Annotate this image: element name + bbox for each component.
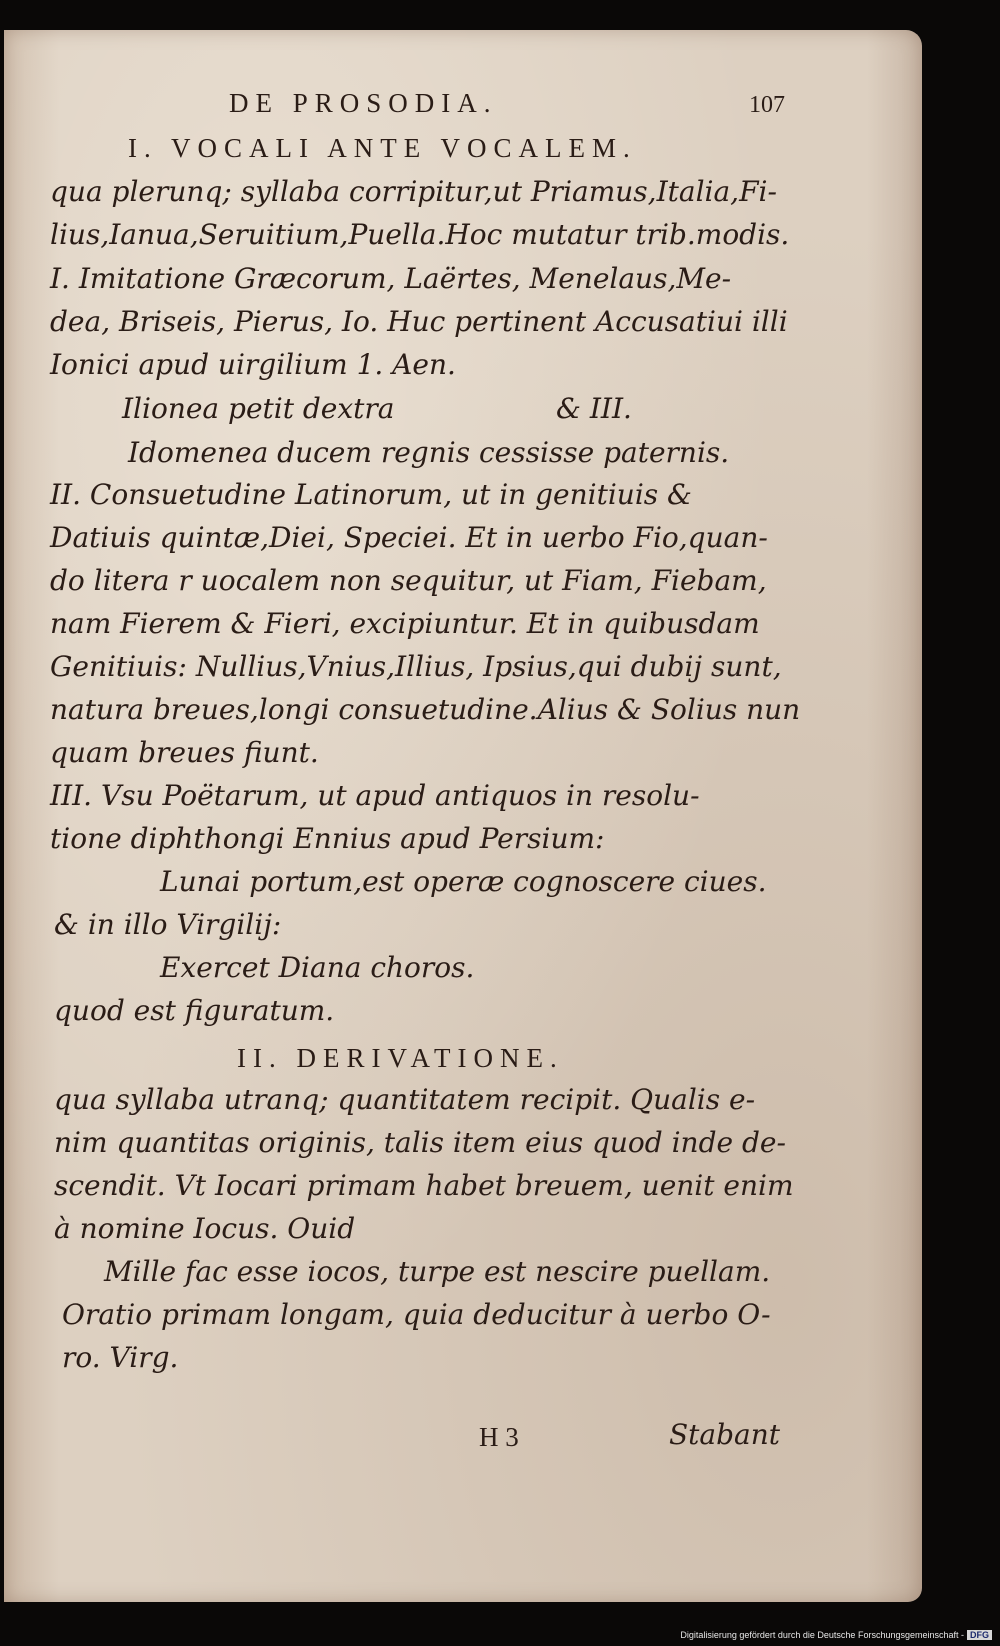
text-line: Genitiuis: Nullius,Vnius,Illius, Ipsius,qui dubij sunt, [50, 650, 782, 683]
digitization-credit [680, 1630, 992, 1640]
verse-line: Mille fac esse iocos, turpe est nescire puellam. [104, 1255, 771, 1288]
text-line: à nomine Iocus. Ouid [54, 1212, 356, 1245]
folio-number: 107 [749, 92, 785, 118]
verse-line: Ilionea petit dextra [122, 392, 395, 425]
text-line: quod est figuratum. [54, 994, 335, 1027]
text-line: scendit. Vt Iocari primam habet breuem, uenit enim [54, 1169, 794, 1202]
text-line: & in illo Virgilij: [54, 908, 282, 941]
dfg-logo: DFG [967, 1630, 992, 1640]
text-line: qua syllaba utranq; quantitatem recipit. Qualis e- [54, 1083, 756, 1116]
text-line: nim quantitas originis, talis item eius quod inde de- [54, 1126, 786, 1159]
text-line: nam Fierem & Fieri, excipiuntur. Et in quibusdam [50, 607, 760, 640]
text-line: Datiuis quintæ,Diei, Speciei. Et in uerbo Fio,quan- [50, 521, 768, 554]
text-line: I. Imitatione Græcorum, Laërtes, Menelaus,Me- [50, 262, 732, 295]
text-line: tione diphthongi Ennius apud Persium: [50, 822, 605, 855]
running-title: DE PROSODIA. [229, 88, 498, 118]
text-line: II. Consuetudine Latinorum, ut in genitiuis & [50, 478, 692, 511]
text-line: Oratio primam longam, quia deducitur à uerbo O- [62, 1298, 771, 1331]
text-line: quam breues fiunt. [50, 736, 319, 769]
section-heading: II. DERIVATIONE. [237, 1043, 564, 1073]
section-heading: I. VOCALI ANTE VOCALEM. [128, 133, 637, 163]
text-line: do litera r uocalem non sequitur, ut Fiam, Fiebam, [50, 564, 767, 597]
verse-line: Idomenea ducem regnis cessisse paternis. [128, 436, 730, 469]
verse-line: Lunai portum,est operæ cognoscere ciues. [160, 865, 767, 898]
text-line: lius,Ianua,Seruitium,Puella.Hoc mutatur trib.modis. [50, 218, 790, 251]
catchword: Stabant [669, 1418, 781, 1451]
text-line: III. Vsu Poëtarum, ut apud antiquos in resolu- [50, 779, 700, 812]
text-line: dea, Briseis, Pierus, Io. Huc pertinent Accusatiui illi [50, 305, 788, 338]
credit-text: Digitalisierung gefördert durch die Deutsche Forschungsgemeinschaft - [680, 1630, 964, 1640]
text-line: Ionici apud uirgilium 1. Aen. [50, 348, 456, 381]
signature-mark: H 3 [479, 1422, 519, 1452]
text-line: qua plerunq; syllaba corripitur,ut Priamus,Italia,Fi- [50, 175, 777, 208]
text-line: & III. [556, 392, 632, 425]
text-line: ro. Virg. [62, 1341, 179, 1374]
verse-line: Exercet Diana choros. [160, 951, 475, 984]
text-line: natura breues,longi consuetudine.Alius & Solius nun [50, 693, 801, 726]
book-page [4, 30, 922, 1602]
